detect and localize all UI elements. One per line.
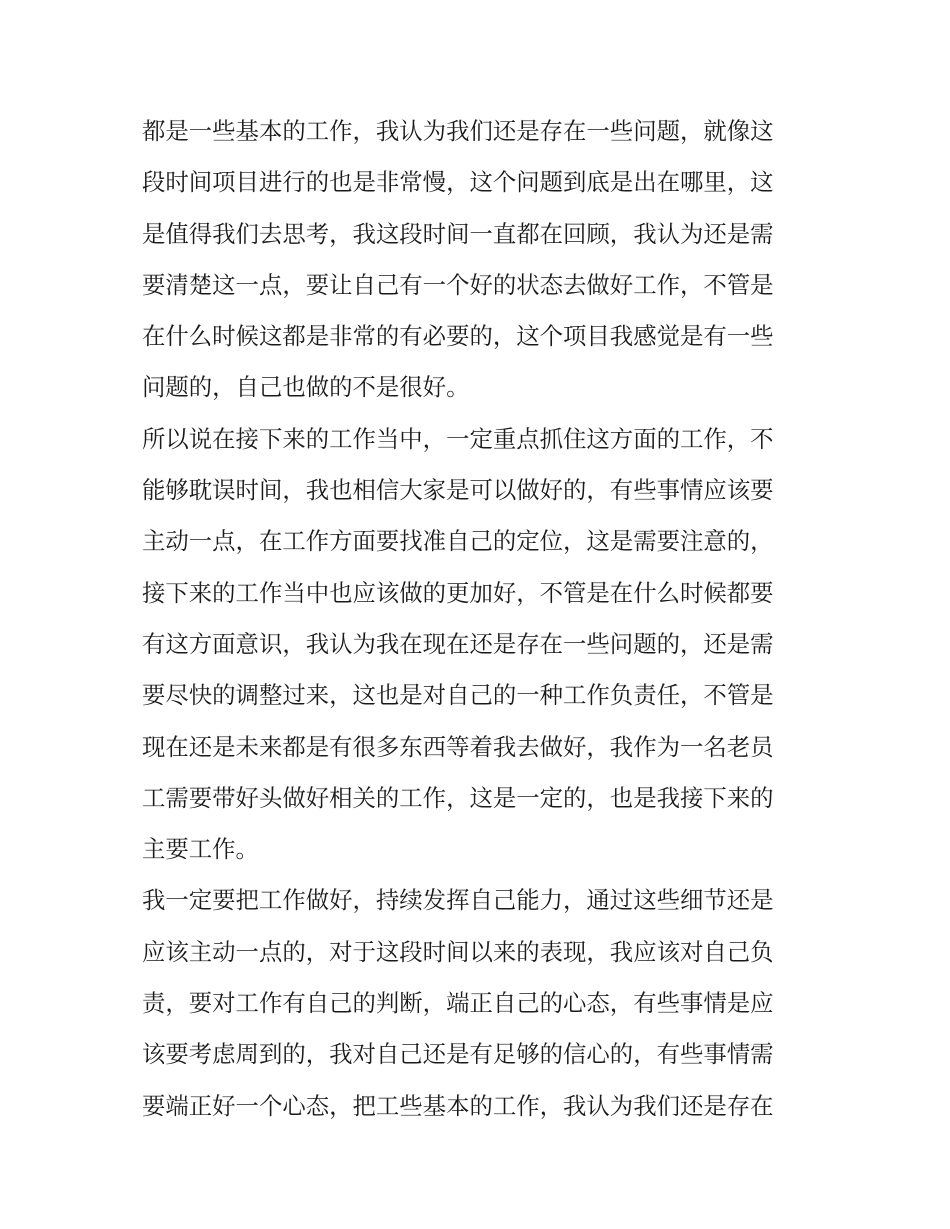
paragraph-3 [142,875,822,1131]
text-line: 要清楚这一点，要让自己有一个好的状态去做好工作，不管是 [142,270,774,299]
text-line: 有这方面意识，我认为我在现在还是存在一些问题的，还是需 [142,629,774,658]
text-line: 主要工作。 [142,835,259,864]
text-line: 要端正好一个心态，把工些基本的工作，我认为我们还是存在 [142,1091,774,1120]
paragraph-2 [142,414,822,876]
text-line: 都是一些基本的工作，我认为我们还是存在一些问题，就像这 [142,117,774,145]
text-line: 所以说在接下来的工作当中，一定重点抓住这方面的工作，不 [142,424,774,453]
text-line: 我一定要把工作做好，持续发挥自己能力，通过这些细节还是 [142,886,774,915]
document-body [142,106,822,1132]
text-line: 问题的，自己也做的不是很好。 [142,373,470,402]
text-line: 能够耽误时间，我也相信大家是可以做好的，有些事情应该要 [142,476,774,505]
text-line: 该要考虑周到的，我对自己还是有足够的信心的，有些事情需 [142,1040,774,1069]
text-line: 现在还是未来都是有很多东西等着我去做好，我作为一名老员 [142,732,774,761]
text-line: 责，要对工作有自己的判断，端正自己的心态，有些事情是应 [142,989,774,1018]
text-line: 段时间项目进行的也是非常慢，这个问题到底是出在哪里，这 [142,168,774,197]
text-line: 在什么时候这都是非常的有必要的，这个项目我感觉是有一些 [142,322,774,351]
text-line: 要尽快的调整过来，这也是对自己的一种工作负责任，不管是 [142,681,774,710]
paragraph-1 [142,106,822,414]
text-line: 应该主动一点的，对于这段时间以来的表现，我应该对自己负 [142,937,774,966]
text-line: 工需要带好头做好相关的工作，这是一定的，也是我接下来的 [142,783,774,812]
text-line: 接下来的工作当中也应该做的更加好，不管是在什么时候都要 [142,578,774,607]
text-line: 主动一点，在工作方面要找准自己的定位，这是需要注意的， [142,527,774,556]
text-line: 是值得我们去思考，我这段时间一直都在回顾，我认为还是需 [142,219,774,248]
